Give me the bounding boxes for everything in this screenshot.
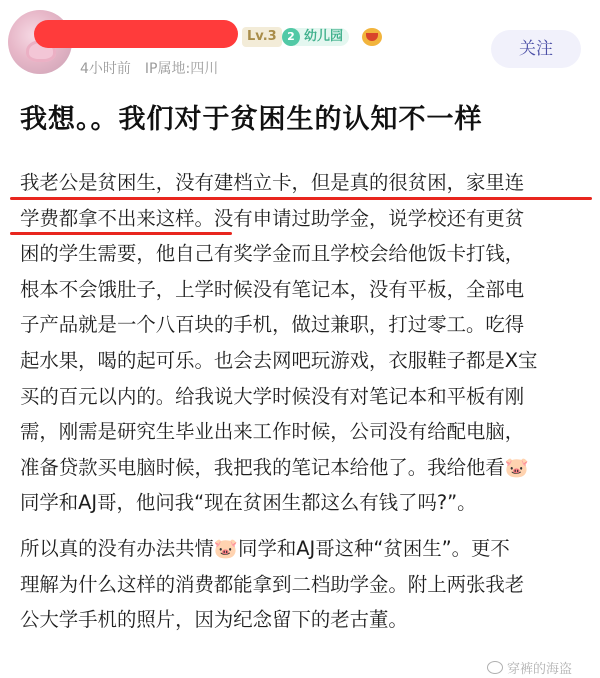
post-meta [80, 58, 218, 78]
body-line: 公大学手机的照片，因为纪念留下的老古董。 [20, 608, 408, 632]
red-underline [10, 197, 592, 200]
level-badge: Lv.3 [242, 27, 282, 47]
post-title: 我想。。我们对于贫困生的认知不一样 [20, 104, 483, 135]
body-line: 所以真的没有办法共情🐷同学和AJ哥这种“贫困生”。更不 [20, 536, 510, 560]
watermark-text: 穿裤的海盗 [507, 662, 573, 677]
rank-badge [282, 27, 349, 47]
body-line: 子产品就是一个八百块的手机，做过兼职，打过零工。吃得 [20, 313, 525, 337]
body-line: 需，刚需是研究生毕业出来工作时候，公司没有给配电脑， [20, 420, 525, 444]
body-line: 起水果，喝的起可乐。也会去网吧玩游戏，衣服鞋子都是X宝 [20, 348, 538, 372]
body-line: 困的学生需要，他自己有奖学金而且学校会给他饭卡打钱， [20, 242, 525, 266]
body-line: 我老公是贫困生，没有建档立卡，但是真的很贫困，家里连 [20, 165, 585, 201]
body-line: 根本不会饿肚子，上学时候没有笔记本，没有平板，全部电 [20, 277, 525, 301]
watermark [487, 658, 572, 677]
body-line: 同学和AJ哥，他问我“现在贫困生都这么有钱了吗?”。 [20, 491, 477, 515]
rank-label: 幼儿园 [294, 28, 349, 46]
body-line: 买的百元以内的。给我说大学时候没有对笔记本和平板有刚 [20, 384, 525, 408]
ip-location: IP属地:四川 [144, 61, 219, 77]
body-line: 理解为什么这样的消费都能拿到二档助学金。附上两张我老 [20, 572, 525, 596]
emoji-badge-icon [362, 28, 382, 46]
weibo-icon [487, 661, 503, 674]
rank-number: 2 [282, 28, 300, 46]
post-body [20, 165, 585, 638]
post-time: 4小时前 [80, 61, 131, 77]
red-underline [10, 232, 232, 235]
post-header [0, 0, 600, 88]
body-line: 准备贷款买电脑时候，我把我的笔记本给他了。我给他看🐷 [20, 455, 529, 479]
username-redacted[interactable] [34, 20, 238, 48]
body-line: 学费都拿不出来这样。没有申请过助学金，说学校还有更贫 [20, 201, 585, 237]
follow-button[interactable]: 关注 [491, 30, 581, 68]
